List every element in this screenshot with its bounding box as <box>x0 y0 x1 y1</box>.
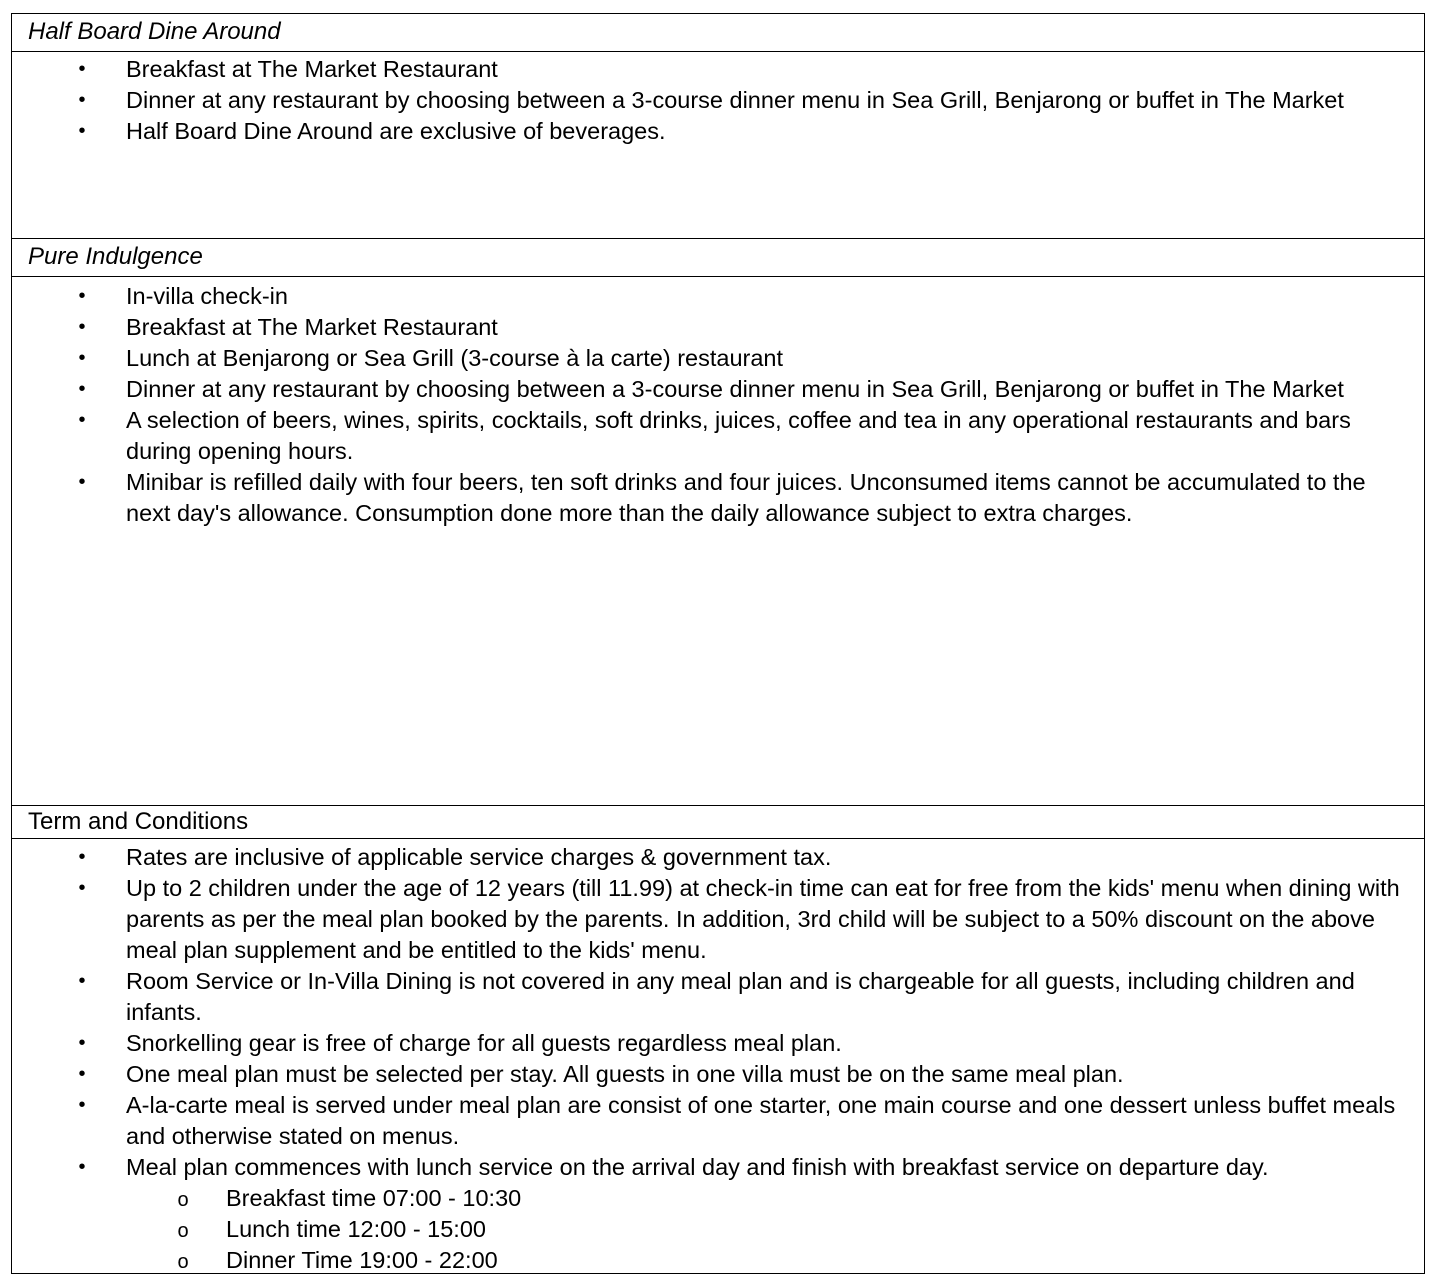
sub-list-item <box>12 1214 1424 1245</box>
list-item <box>12 1090 1424 1152</box>
meal-plan-document <box>11 13 1425 1274</box>
bullet-icon: • <box>78 1032 86 1054</box>
list-item-text: A selection of beers, wines, spirits, cocktails, soft drinks, juices, coffee and tea in any operational restaurants and bars during opening hours. <box>126 407 1351 464</box>
section-body-pure-indulgence <box>12 277 1424 806</box>
list-item-text: Room Service or In-Villa Dining is not covered in any meal plan and is chargeable for all guests, including children and infants. <box>126 968 1355 1025</box>
sub-list-item <box>12 1245 1424 1276</box>
list-item-text: Meal plan commences with lunch service on the arrival day and finish with breakfast service on departure day. <box>126 1154 1269 1180</box>
bullet-icon: • <box>78 120 86 142</box>
circle-bullet-icon: o <box>177 1189 189 1211</box>
section-body-half-board <box>12 52 1424 239</box>
terms-list <box>12 842 1424 1183</box>
bullet-icon: • <box>78 89 86 111</box>
meal-times-list <box>12 1183 1424 1276</box>
list-item-text: Dinner at any restaurant by choosing between a 3-course dinner menu in Sea Grill, Benjarong or buffet in The Market <box>126 376 1344 402</box>
list-item <box>12 1059 1424 1090</box>
list-item <box>12 85 1424 116</box>
list-item <box>12 966 1424 1028</box>
list-item <box>12 405 1424 467</box>
section-title-half-board: Half Board Dine Around <box>12 14 1424 52</box>
list-item <box>12 842 1424 873</box>
circle-bullet-icon: o <box>177 1251 189 1273</box>
bullet-icon: • <box>78 409 86 431</box>
sub-list-item-text: Dinner Time 19:00 - 22:00 <box>226 1247 498 1273</box>
list-item <box>12 281 1424 312</box>
list-item-text: Breakfast at The Market Restaurant <box>126 314 498 340</box>
list-item-text: Snorkelling gear is free of charge for all guests regardless meal plan. <box>126 1030 842 1056</box>
list-item-text: Up to 2 children under the age of 12 years (till 11.99) at check-in time can eat for free from the kids' menu when dining with parents as per the meal plan booked by the parents. In addition, 3rd child will be subject to a 50% discount on the above meal plan supplement and be entitled to the kids' menu. <box>126 875 1400 963</box>
list-item <box>12 1028 1424 1059</box>
list-item <box>12 312 1424 343</box>
list-item <box>12 467 1424 529</box>
sub-list-item-text: Breakfast time 07:00 - 10:30 <box>226 1185 522 1211</box>
bullet-icon: • <box>78 347 86 369</box>
list-item-text: A-la-carte meal is served under meal plan are consist of one starter, one main course and one dessert unless buffet meals and otherwise stated on menus. <box>126 1092 1396 1149</box>
bullet-icon: • <box>78 1094 86 1116</box>
section-title-pure-indulgence: Pure Indulgence <box>12 239 1424 277</box>
list-item-text: Breakfast at The Market Restaurant <box>126 56 498 82</box>
bullet-icon: • <box>78 846 86 868</box>
list-item <box>12 54 1424 85</box>
bullet-icon: • <box>78 285 86 307</box>
list-item-text: One meal plan must be selected per stay. All guests in one villa must be on the same meal plan. <box>126 1061 1124 1087</box>
list-item <box>12 873 1424 966</box>
list-item-text: Minibar is refilled daily with four beers, ten soft drinks and four juices. Unconsumed items cannot be accumulated to the next day's allowance. Consumption done more than the daily allowance subject to extra charges. <box>126 469 1366 526</box>
section-body-terms <box>12 839 1424 1273</box>
bullet-icon: • <box>78 471 86 493</box>
bullet-icon: • <box>78 1063 86 1085</box>
sub-list-item <box>12 1183 1424 1214</box>
bullet-icon: • <box>78 1156 86 1178</box>
list-item <box>12 116 1424 147</box>
list-item-text: Dinner at any restaurant by choosing between a 3-course dinner menu in Sea Grill, Benjarong or buffet in The Market <box>126 87 1344 113</box>
pure-indulgence-list <box>12 281 1424 529</box>
sub-list-item-text: Lunch time 12:00 - 15:00 <box>226 1216 486 1242</box>
list-item-text: Half Board Dine Around are exclusive of beverages. <box>126 118 666 144</box>
list-item-text: In-villa check-in <box>126 283 288 309</box>
bullet-icon: • <box>78 378 86 400</box>
bullet-icon: • <box>78 58 86 80</box>
list-item-text: Lunch at Benjarong or Sea Grill (3-course à la carte) restaurant <box>126 345 784 371</box>
list-item-text: Rates are inclusive of applicable service charges & government tax. <box>126 844 832 870</box>
circle-bullet-icon: o <box>177 1220 189 1242</box>
section-title-terms: Term and Conditions <box>12 806 1424 839</box>
list-item <box>12 374 1424 405</box>
bullet-icon: • <box>78 877 86 899</box>
list-item <box>12 343 1424 374</box>
bullet-icon: • <box>78 970 86 992</box>
half-board-list <box>12 54 1424 147</box>
bullet-icon: • <box>78 316 86 338</box>
list-item <box>12 1152 1424 1183</box>
